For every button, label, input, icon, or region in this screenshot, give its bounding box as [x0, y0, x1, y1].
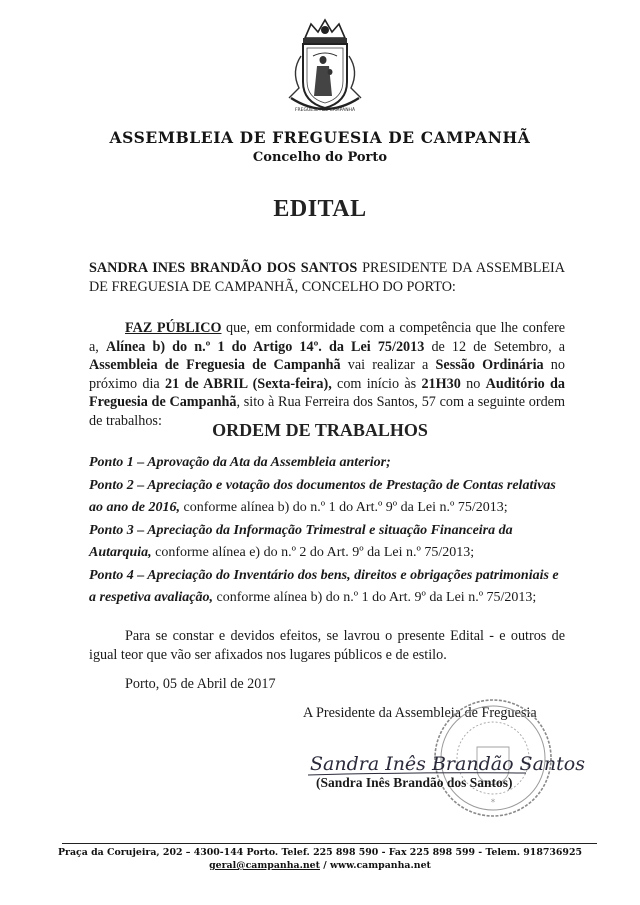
intro-paragraph — [89, 259, 565, 296]
footer-divider — [62, 843, 597, 844]
organization-subtitle: Concelho do Porto — [252, 150, 388, 165]
announcement-text: com início às — [331, 375, 422, 392]
footer-email-link[interactable]: geral@campanha.net — [209, 860, 320, 871]
document-title: EDITAL — [273, 196, 367, 222]
coat-of-arms-icon — [283, 16, 367, 116]
intro-text: PRESIDENTE DA ASSEMBLEIA DE FREGUESIA DE CAMPANHÃ, CONCELHO DO PORTO: — [89, 260, 566, 295]
agenda-item-reference: conforme alínea b) do n.º 1 do Art. 9º da Lei n.º 75/2013; — [213, 590, 537, 605]
agenda-item — [89, 565, 569, 610]
president-name: SANDRA INES BRANDÃO DOS SANTOS — [89, 260, 358, 276]
signatory-name: (Sandra Inês Brandão dos Santos) — [316, 775, 513, 790]
agenda-item — [89, 520, 569, 565]
organization-title: ASSEMBLEIA DE FREGUESIA DE CAMPANHÃ — [109, 128, 531, 147]
announcement-paragraph — [89, 319, 565, 431]
svg-text:*: * — [490, 798, 496, 808]
footer-website-link[interactable]: www.campanha.net — [329, 860, 431, 871]
agenda-item — [89, 475, 569, 520]
agenda-list — [89, 452, 569, 610]
agenda-item-title: Ponto 3 – Apreciação da Informação Trimestral e situação Financeira da Autarquia, — [89, 522, 513, 560]
agenda-item-title: Ponto 4 – Apreciação do Inventário dos bens, direitos e obrigações patrimoniais e a respetiva avaliação, — [89, 567, 559, 605]
agenda-item — [89, 452, 569, 475]
agenda-title: ORDEM DE TRABALHOS — [212, 420, 428, 440]
signature-script: Sandra Inês Brandão Santos — [310, 753, 585, 775]
announcement-text: , sito à Rua Ferreira dos Santos, 57 com a seguinte ordem de trabalhos: — [89, 394, 565, 429]
announcement-text: no próximo dia — [89, 357, 565, 392]
footer-address: Praça da Corujeira, 202 – 4300-144 Porto. Telef. 225 898 590 - Fax 225 898 599 - Telem. 918736925 — [57, 847, 582, 858]
agenda-item-title: Ponto 2 – Apreciação e votação dos documentos de Prestação de Contas relativas ao ano de 2016, — [89, 477, 556, 515]
legal-reference: Alínea b) do n.º 1 do Artigo 14º. da Lei 75/2013 — [105, 338, 425, 355]
announcement-text: que, em conformidade com a competência que lhe confere a, — [89, 320, 566, 355]
agenda-item-title: Ponto 1 – Aprovação da Ata da Assembleia anterior; — [89, 455, 391, 470]
faz-publico: FAZ PÚBLICO — [125, 320, 222, 336]
assembly-name: Assembleia de Freguesia de Campanhã — [89, 357, 341, 374]
session-date: 21 de ABRIL (Sexta-feira), — [164, 375, 332, 392]
footer-contacts — [0, 860, 640, 871]
footer-separator: / — [319, 860, 330, 871]
session-time: 21H30 — [421, 375, 461, 392]
crest-motto: FREGUESIA DE CAMPANHÃ — [294, 108, 356, 113]
session-type: Sessão Ordinária — [435, 357, 544, 374]
closing-paragraph: Para se constar e devidos efeitos, se lavrou o presente Edital - e outros de igual teor que vão ser afixados nos lugares públicos e de estilo. — [89, 628, 565, 663]
announcement-text: vai realizar a — [340, 357, 436, 374]
announcement-text: de 12 de Setembro, a — [424, 338, 566, 355]
document-date: Porto, 05 de Abril de 2017 — [125, 676, 276, 692]
agenda-item-reference: conforme alínea b) do n.º 1 do Art.º 9º da Lei n.º 75/2013; — [180, 500, 508, 515]
signatory-role: A Presidente da Assembleia de Freguesia — [303, 705, 537, 721]
session-venue: Auditório da Freguesia de Campanhã — [89, 375, 565, 411]
agenda-item-reference: conforme alínea e) do n.º 2 do Art. 9º da Lei n.º 75/2013; — [151, 545, 475, 560]
announcement-text: no — [460, 375, 486, 392]
